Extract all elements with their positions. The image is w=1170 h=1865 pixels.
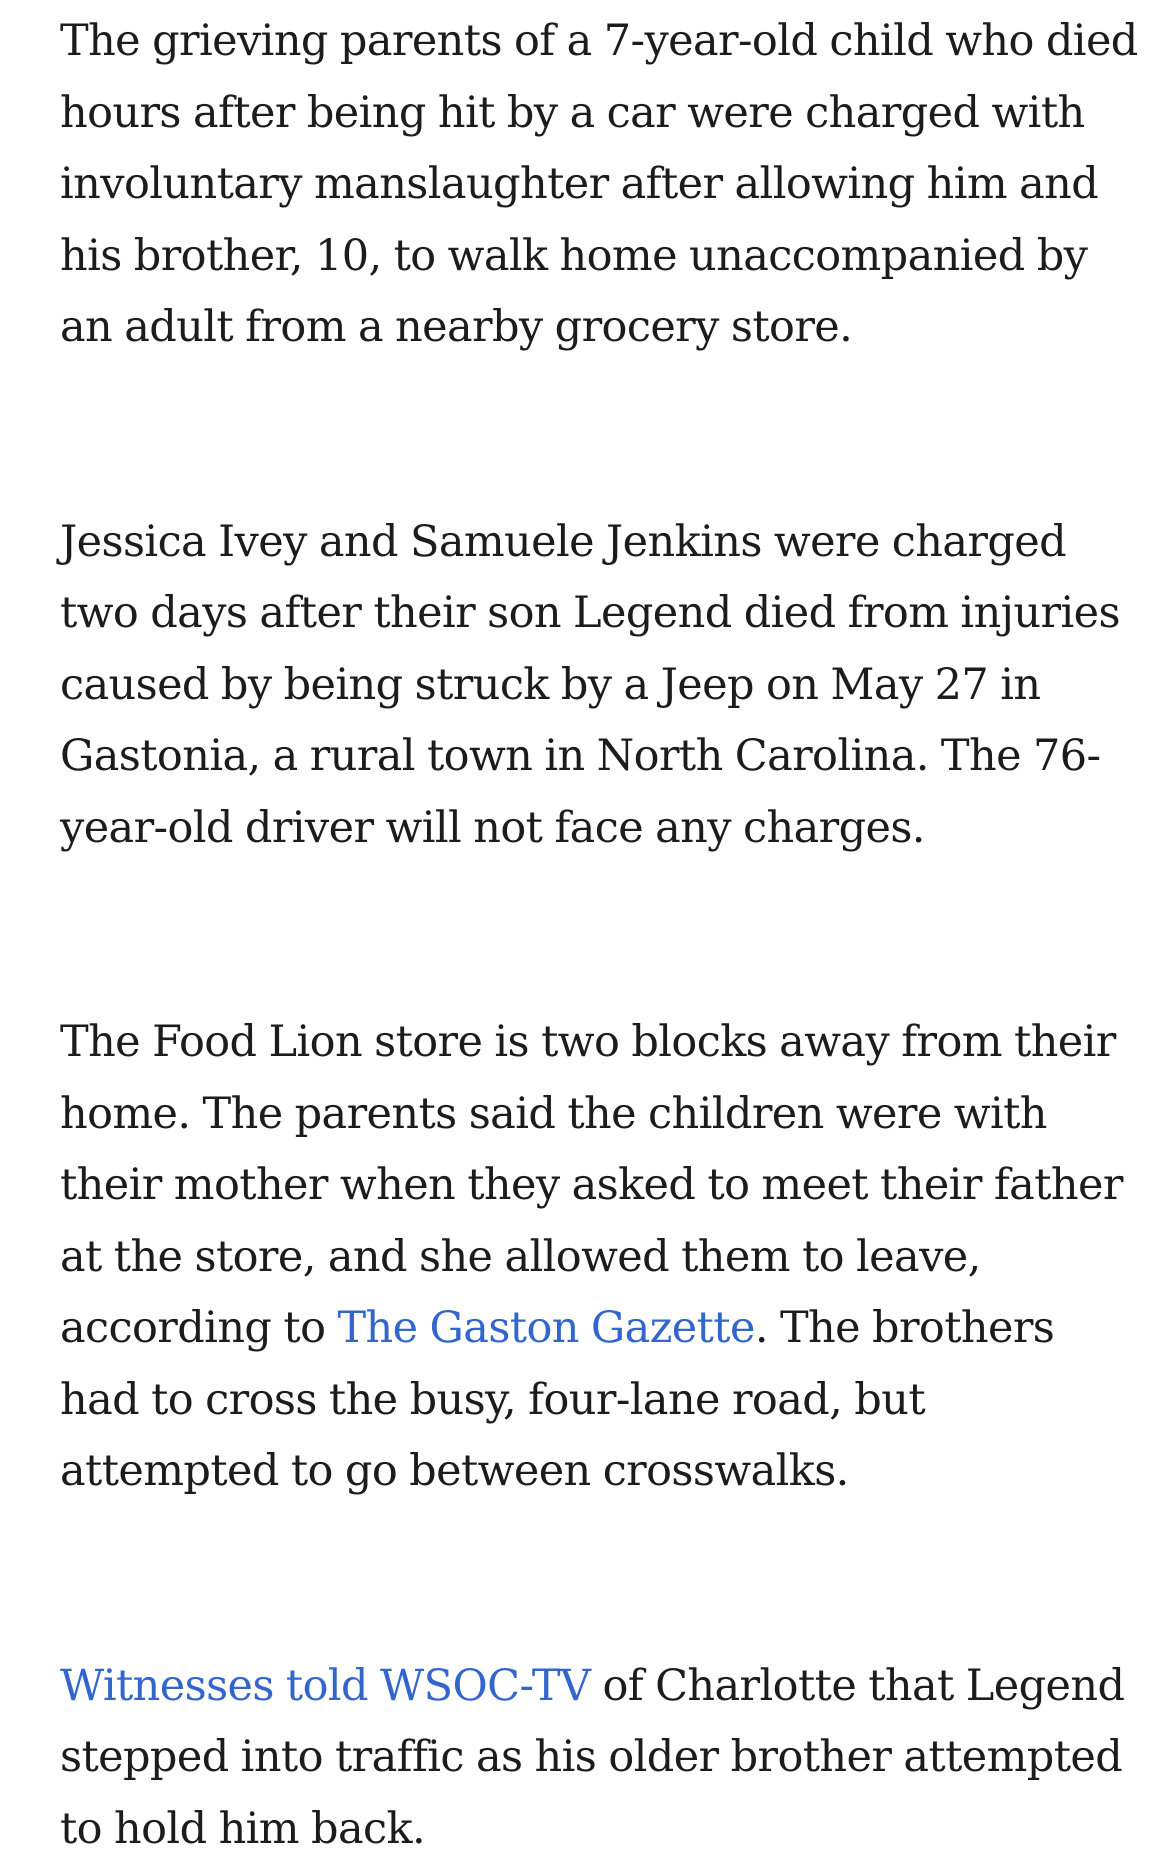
article-body bbox=[60, 6, 1140, 1865]
paragraph-text-before-link: The Food Lion store is two blocks away from their home. The parents said the children were with their mother when they asked to meet their father at the store, and she allowed them to leave, according to bbox=[60, 1017, 1123, 1353]
article-paragraph-1 bbox=[60, 6, 1140, 364]
paragraph-text-after-link: of Charlotte that Legend stepped into traffic as his older brother attempted to hold him back. bbox=[60, 1661, 1124, 1854]
paragraph-text: The grieving parents of a 7-year-old child who died hours after being hit by a car were charged with involuntary manslaughter after allowing him and his brother, 10, to walk home unaccompanied by an adult from a nearby grocery store. bbox=[60, 16, 1138, 352]
wsoc-tv-link[interactable]: Witnesses told WSOC-TV bbox=[60, 1661, 590, 1711]
paragraph-text-after-link: . The brothers had to cross the busy, four-lane road, but attempted to go between crosswalks. bbox=[60, 1303, 1054, 1496]
article-paragraph-4 bbox=[60, 1651, 1140, 1865]
article-paragraph-2 bbox=[60, 507, 1140, 865]
article-paragraph-3 bbox=[60, 1007, 1140, 1508]
gaston-gazette-link[interactable]: The Gaston Gazette bbox=[337, 1303, 754, 1353]
paragraph-text: Jessica Ivey and Samuele Jenkins were charged two days after their son Legend died from injuries caused by being struck by a Jeep on May 27 in Gastonia, a rural town in North Carolina. The 76-year-old driver will not face any charges. bbox=[60, 517, 1120, 853]
